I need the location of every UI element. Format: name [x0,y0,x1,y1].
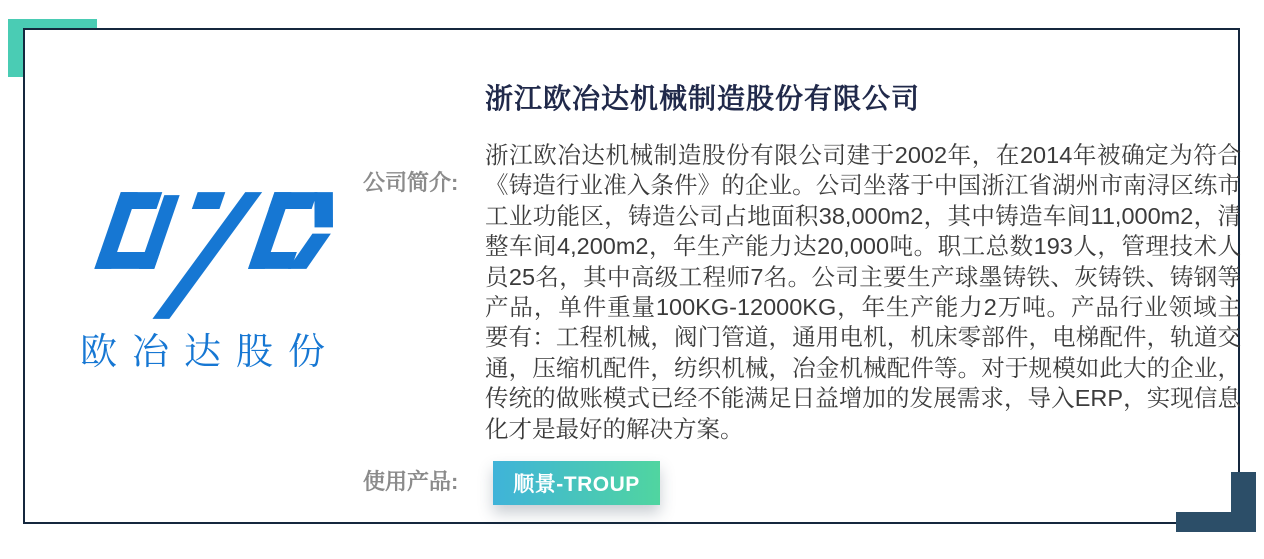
profile-label: 公司简介: [363,170,459,195]
product-label: 使用产品: [363,469,459,494]
product-button[interactable]: 顺景-TROUP [493,461,660,505]
corner-accent-bottom-right-stem [1231,472,1256,532]
oyd-logo-mark-icon [77,192,349,322]
company-title: 浙江欧冶达机械制造股份有限公司 [485,83,921,114]
profile-text: 浙江欧冶达机械制造股份有限公司建于2002年，在2014年被确定为符合《铸造行业准入条件》的企业。公司坐落于中国浙江省湖州市南浔区练市工业功能区，铸造公司占地面积38,000m2，其中铸造车间11,000m2，清整车间4,200m2，年生产能力达20,000吨。职工总数193人，管理技术人员25名，其中高级工程师7名。公司主要生产球墨铸铁、灰铸铁、铸钢等产品，单件重量100KG-12000KG，年生产能力2万吨。产品行业领域主要有：工程机械，阀门管道，通用电机，机床零部件，电梯配件，轨道交通，压缩机配件，纺织机械，冶金机械配件等。对于规模如此大的企业，传统的做账模式已经不能满足日益增加的发展需求，导入ERP，实现信息化才是最好的解决方案。 [485,142,1241,442]
logo-company-name: 欧冶达股份 [80,331,340,372]
company-profile-card [23,28,1240,524]
